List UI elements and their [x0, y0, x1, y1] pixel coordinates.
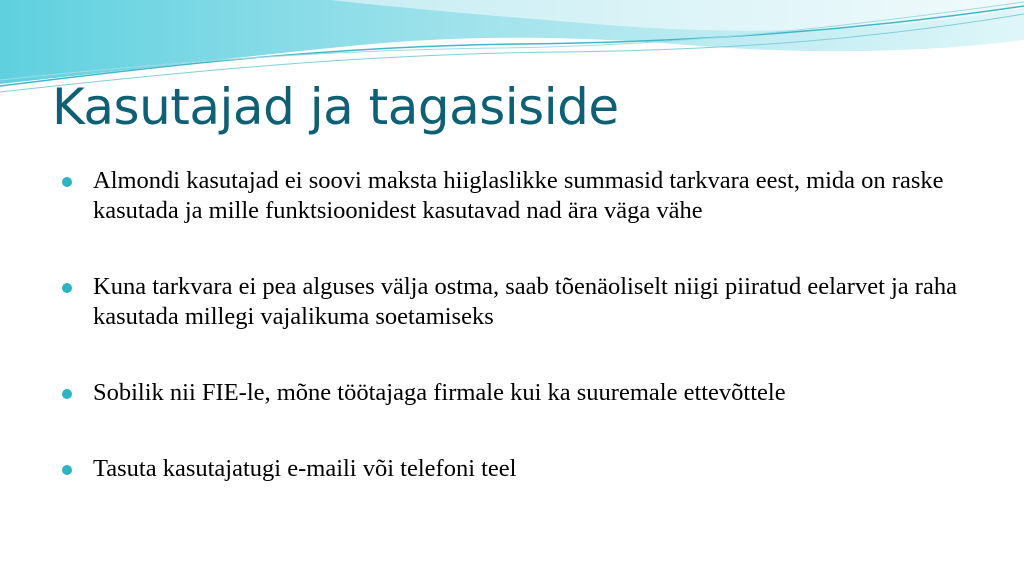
bullet-item — [62, 378, 962, 408]
bullet-dot-icon — [62, 465, 72, 475]
bullet-item — [62, 272, 962, 332]
bullet-dot-icon — [62, 283, 72, 293]
bullet-item — [62, 454, 962, 484]
bullet-text: Sobilik nii FIE-le, mõne töötajaga firmale kui ka suuremale ettevõttele — [93, 379, 786, 406]
bullet-dot-icon — [62, 177, 72, 187]
bullet-item — [62, 166, 962, 226]
slide-title: Kasutajad ja tagasiside — [52, 78, 619, 136]
bullet-dot-icon — [62, 389, 72, 399]
bullet-text: Tasuta kasutajatugi e-maili või telefoni teel — [93, 455, 517, 482]
bullet-list — [62, 166, 962, 484]
bullet-text: Almondi kasutajad ei soovi maksta hiiglaslikke summasid tarkvara eest, mida on raske kasutada ja mille funktsioonidest kasutavad nad ära väga vähe — [93, 167, 944, 224]
bullet-text: Kuna tarkvara ei pea alguses välja ostma, saab tõenäoliselt niigi piiratud eelarvet ja raha kasutada millegi vajalikuma soetamiseks — [93, 273, 957, 330]
